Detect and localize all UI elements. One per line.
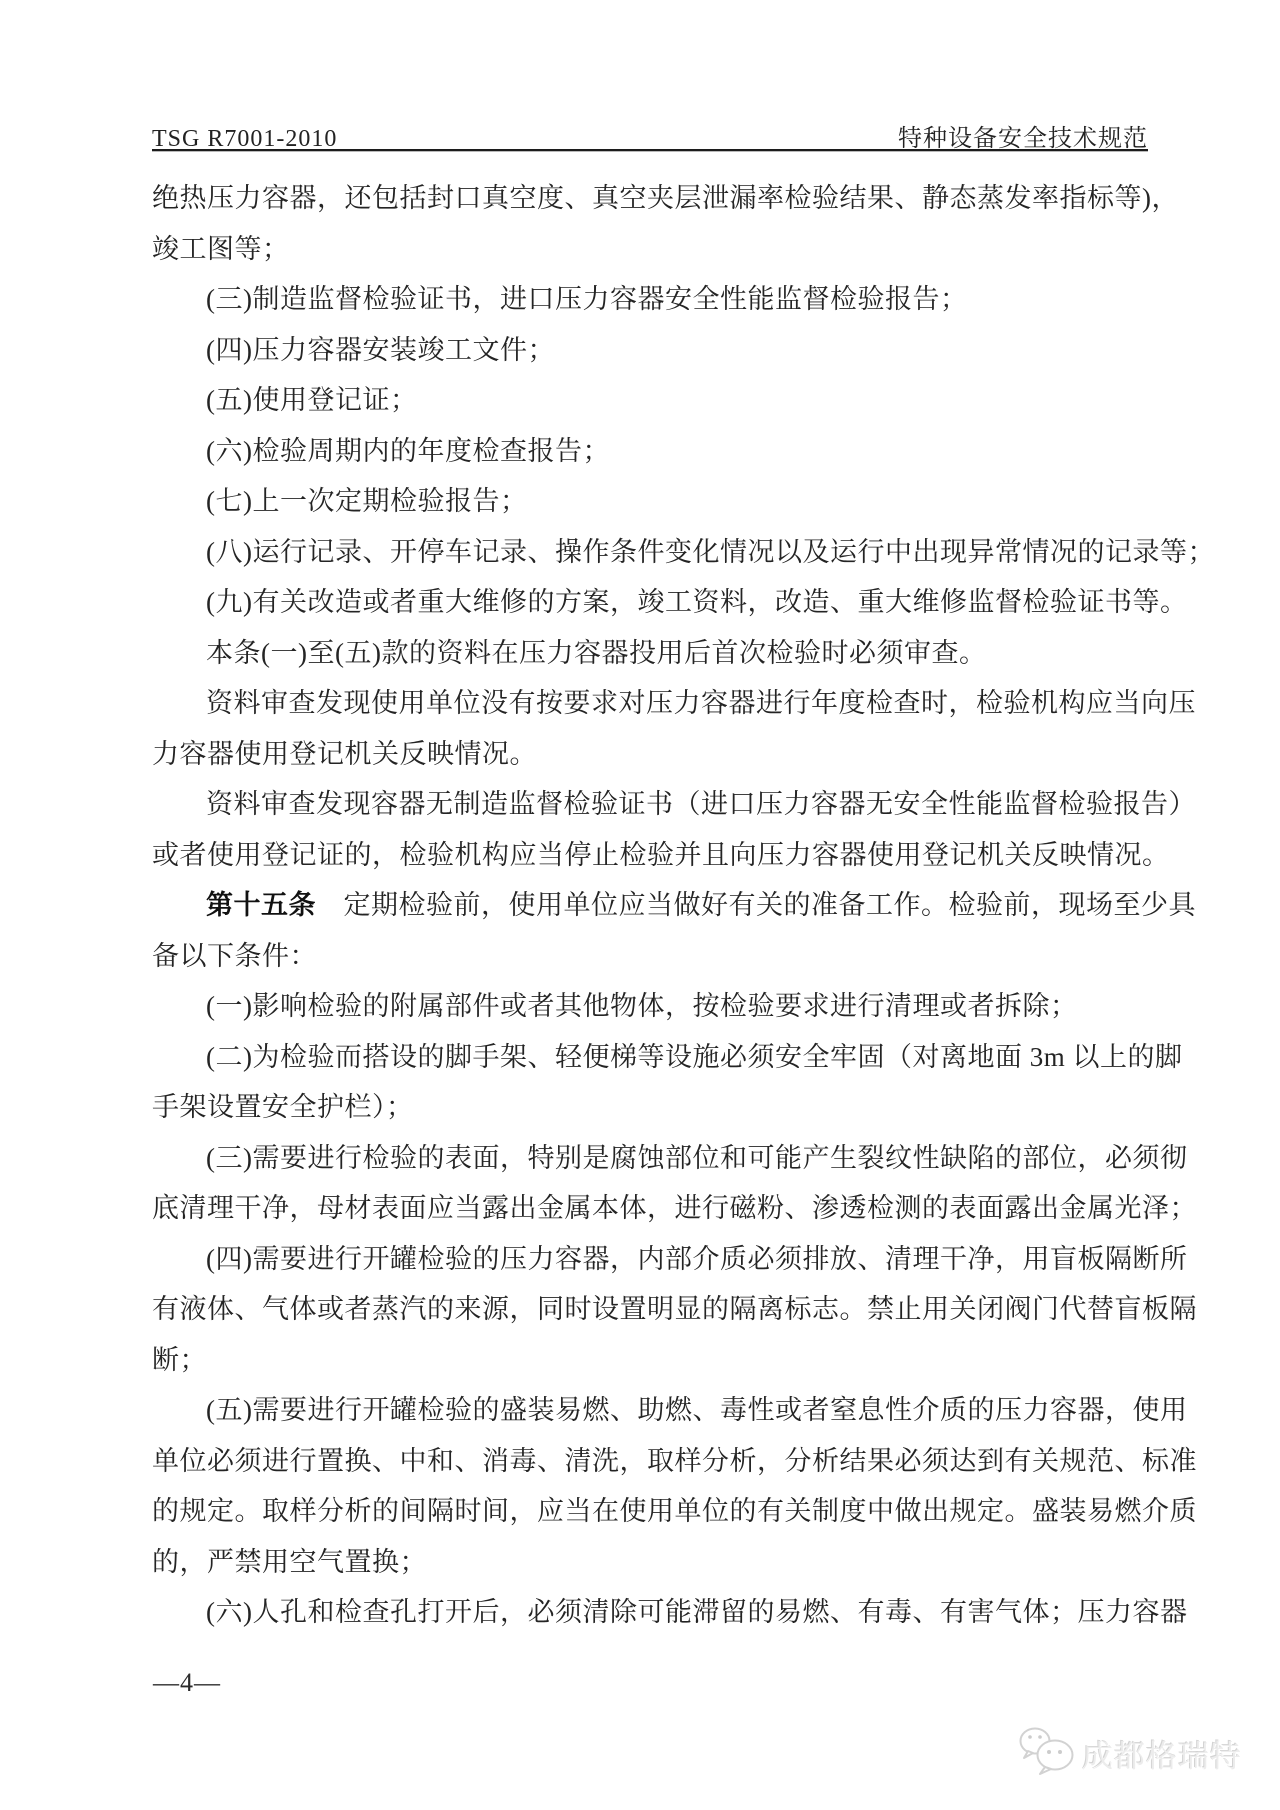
- text-line: 手架设置安全护栏）；: [152, 1092, 414, 1122]
- text-line: 单位必须进行置换、中和、消毒、清洗，取样分析，分析结果必须达到有关规范、标准: [152, 1445, 1197, 1476]
- text-line: (九)有关改造或者重大维修的方案，竣工资料，改造、重大维修监督检验证书等。: [206, 587, 1188, 617]
- text-line: (六)检验周期内的年度检查报告；: [206, 435, 610, 466]
- text-line: (一)影响检验的附属部件或者其他物体，按检验要求进行清理或者拆除；: [206, 991, 1078, 1021]
- text-line: (七)上一次定期检验报告；: [206, 486, 528, 516]
- line-text: 定期检验前，使用单位应当做好有关的准备工作。检验前，现场至少具: [316, 890, 1196, 920]
- text-line: [152, 880, 1196, 931]
- text-line: 有液体、气体或者蒸汽的来源，同时设置明显的隔离标志。禁止用关闭阀门代替盲板隔: [152, 1294, 1197, 1324]
- text-line: 资料审查发现使用单位没有按要求对压力容器进行年度检查时，检验机构应当向压: [206, 688, 1196, 718]
- text-line: (三)制造监督检验证书，进口压力容器安全性能监督检验报告；: [206, 284, 968, 314]
- text-line: 力容器使用登记机关反映情况。: [152, 738, 537, 769]
- page-number: —4—: [153, 1668, 221, 1697]
- text-line: 的，严禁用空气置换；: [152, 1546, 427, 1577]
- wechat-icon: [1018, 1726, 1076, 1781]
- text-line: (四)压力容器安装竣工文件；: [206, 334, 555, 365]
- text-line: (五)需要进行开罐检验的盛装易燃、助燃、毒性或者窒息性介质的压力容器，使用: [206, 1395, 1188, 1425]
- text-line: 备以下条件：: [152, 940, 317, 971]
- doc-title: 特种设备安全技术规范: [898, 126, 1148, 152]
- text-line: 或者使用登记证的，检验机构应当停止检验并且向压力容器使用登记机关反映情况。: [152, 839, 1170, 870]
- text-line: (三)需要进行检验的表面，特别是腐蚀部位和可能产生裂纹性缺陷的部位，必须彻: [206, 1142, 1188, 1173]
- text-line: 资料审查发现容器无制造监督检验证书（进口压力容器无安全性能监督检验报告）: [206, 789, 1196, 819]
- article-number: 第十五条: [206, 890, 316, 920]
- watermark-text: 成都格瑞特: [1082, 1739, 1242, 1774]
- document-body: [152, 173, 1215, 1638]
- text-line: 绝热压力容器，还包括封口真空度、真空夹层泄漏率检验结果、静态蒸发率指标等)，: [152, 183, 1179, 213]
- header-rule: [152, 149, 1148, 152]
- text-line: (八)运行记录、开停车记录、操作条件变化情况以及运行中出现异常情况的记录等；: [206, 536, 1215, 567]
- watermark: [1018, 1726, 1242, 1781]
- text-line: 断；: [152, 1344, 207, 1375]
- text-line: 竣工图等；: [152, 233, 290, 264]
- text-line: 的规定。取样分析的间隔时间，应当在使用单位的有关制度中做出规定。盛装易燃介质: [152, 1496, 1197, 1526]
- text-line: (六)人孔和检查孔打开后，必须清除可能滞留的易燃、有毒、有害气体；压力容器: [206, 1597, 1188, 1627]
- text-line: 本条(一)至(五)款的资料在压力容器投用后首次检验时必须审查。: [206, 637, 987, 668]
- doc-code: TSG R7001-2010: [152, 126, 338, 152]
- text-line: 底清理干净，母材表面应当露出金属本体，进行磁粉、渗透检测的表面露出金属光泽；: [152, 1193, 1197, 1223]
- text-line: (二)为检验而搭设的脚手架、轻便梯等设施必须安全牢固（对离地面 3m 以上的脚: [206, 1041, 1183, 1072]
- page-header: [152, 118, 1148, 153]
- text-line: (五)使用登记证；: [206, 385, 418, 415]
- text-line: (四)需要进行开罐检验的压力容器，内部介质必须排放、清理干净，用盲板隔断所: [206, 1243, 1188, 1274]
